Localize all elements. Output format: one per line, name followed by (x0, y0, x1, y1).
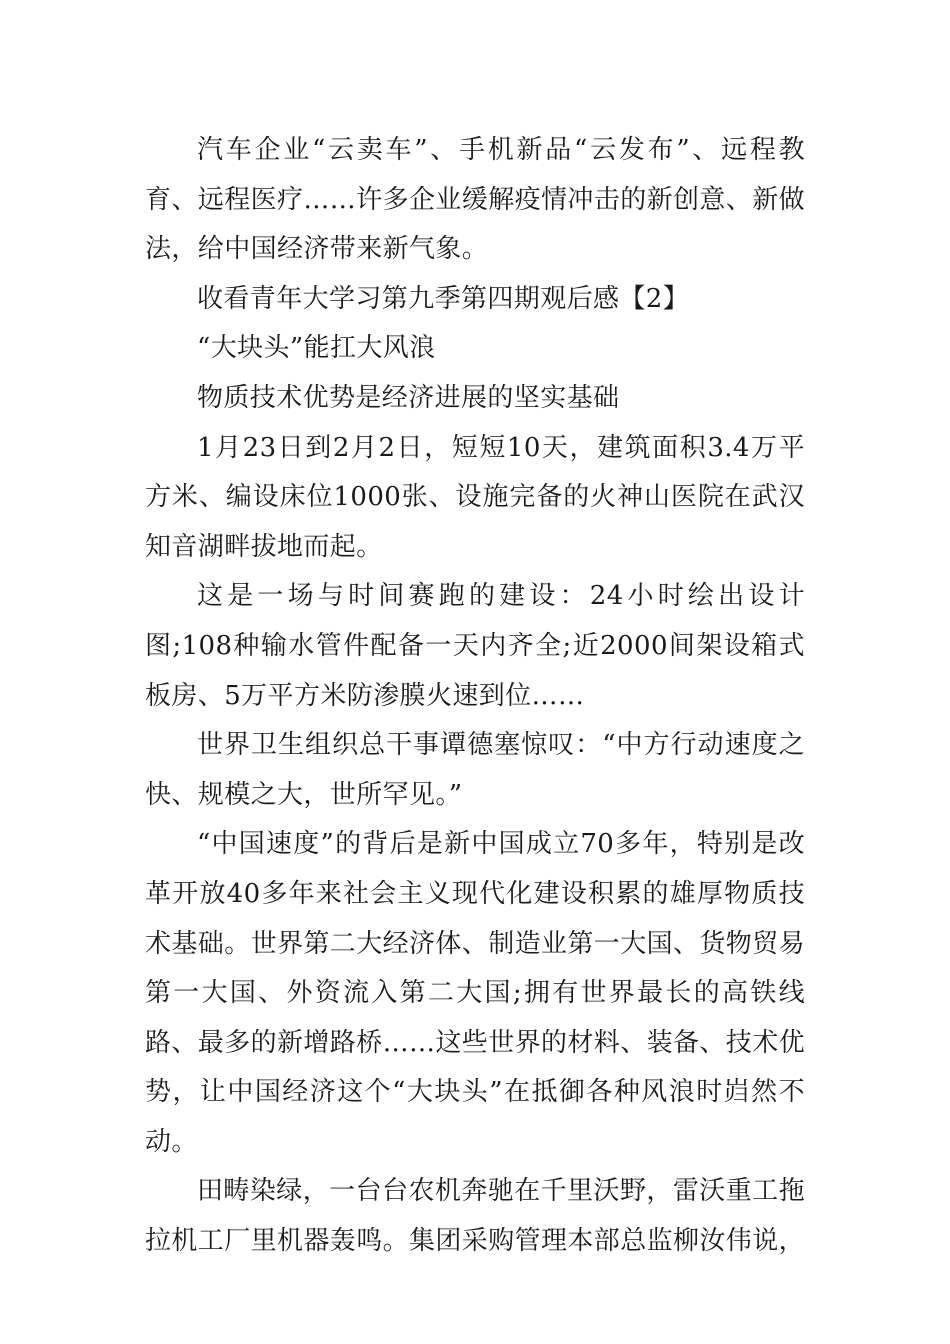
paragraph-china-speed: “中国速度”的背后是新中国成立70多年，特别是改革开放40多年来社会主义现代化建设积累的雄厚物质技术基础。世界第二大经济体、制造业第一大国、货物贸易第一大国、外资流入第二大国;拥有世界最长的高铁线路、最多的新增路桥……这些世界的材料、装备、技术优势，让中国经济这个“大块头”在抵御各种风浪时岿然不动。 (145, 829, 806, 1157)
paragraph-cloud-economy: 汽车企业“云卖车”、手机新品“云发布”、远程教育、远程医疗……许多企业缓解疫情冲击的新创意、新做法，给中国经济带来新气象。 (145, 135, 806, 265)
document-page (145, 126, 805, 1267)
section-subheading: 物质技术优势是经济进展的坚实基础 (197, 382, 620, 413)
section-heading: “大块头”能扛大风浪 (197, 333, 436, 364)
paragraph-farm-machinery: 田畴染绿，一台台农机奔驰在千里沃野，雷沃重工拖拉机工厂里机器轰鸣。集团采购管理本部总监柳汝伟说， (145, 1176, 806, 1257)
paragraph-who-quote: 世界卫生组织总干事谭德塞惊叹：“中方行动速度之快、规模之大，世所罕见。” (145, 730, 805, 810)
section-title: 收看青年大学习第九季第四期观后感【2】 (197, 283, 690, 314)
paragraph-construction-race: 这是一场与时间赛跑的建设：24小时绘出设计图;108种输水管件配备一天内齐全;近2000间架设箱式板房、5万平方米防渗膜火速到位…… (145, 581, 805, 711)
paragraph-huoshenshan: 1月23日到2月2日，短短10天，建筑面积3.4万平方米、编设床位1000张、设施完备的火神山医院在武汉知音湖畔拔地而起。 (145, 432, 805, 562)
